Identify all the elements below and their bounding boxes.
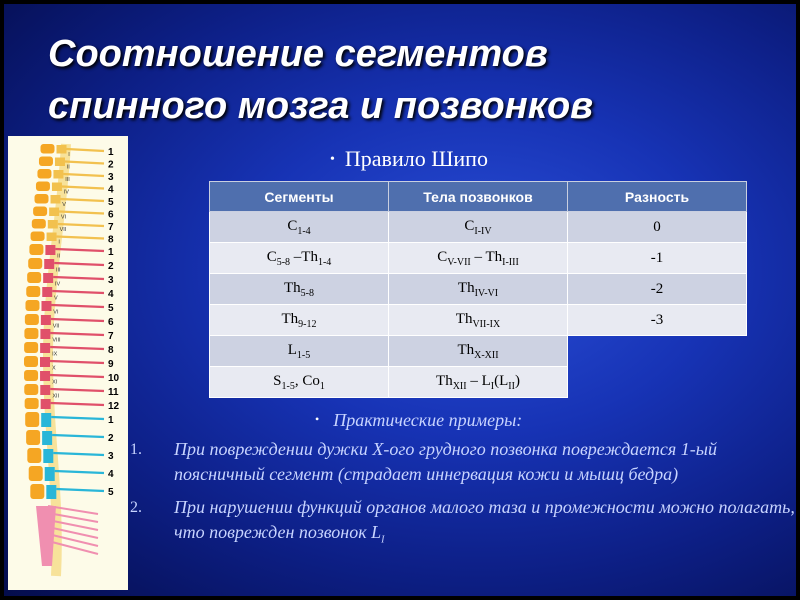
cell-text: – Th (470, 248, 503, 265)
cell-vertebrae (389, 243, 568, 274)
vertebra-numeral: III (65, 177, 70, 183)
spine-diagram (8, 136, 128, 590)
segment-number: 8 (108, 234, 114, 246)
cell-text: , Co (294, 372, 320, 389)
vertebra-body (25, 398, 39, 409)
vertebra-body (29, 244, 43, 255)
table-row (210, 336, 747, 367)
vertebra-body (35, 194, 49, 204)
vertebra-body (30, 484, 44, 499)
cord-segment (41, 413, 51, 427)
vertebra-body (28, 258, 42, 269)
vertebra-numeral: II (57, 253, 61, 260)
example-text-sub: I (381, 534, 385, 546)
cord-segment (43, 273, 53, 283)
segment-number: 1 (108, 247, 114, 258)
cell-subscript: II (508, 380, 515, 392)
vertebra-body (24, 342, 38, 353)
cell-segments (210, 243, 389, 274)
cell-text: S (273, 372, 282, 389)
cord-segment (41, 399, 51, 409)
spinal-nerve (65, 162, 104, 164)
segment-number: 4 (108, 184, 114, 196)
rule-text: Правило Шипо (344, 146, 488, 171)
segment-number: 7 (108, 222, 114, 233)
segment-number: 3 (108, 275, 114, 286)
cord-segment (57, 145, 67, 154)
cell-text: L (287, 341, 297, 358)
cell-text: C (464, 217, 475, 234)
spinal-nerve (67, 149, 104, 151)
cell-text: C (437, 248, 448, 265)
cell-vertebrae (389, 305, 568, 336)
vertebra-body (26, 430, 40, 445)
cell-vertebrae (389, 212, 568, 243)
example-item-2 (130, 495, 798, 553)
cell-text: –Th (290, 248, 318, 265)
vertebra-numeral: X (52, 365, 56, 372)
cell-text: Th (436, 372, 453, 389)
spinal-nerve (56, 489, 104, 491)
cell-subscript: V-VII (447, 256, 471, 268)
spinal-nerve (55, 471, 104, 473)
cell-subscript: 1-4 (317, 256, 332, 268)
segment-number: 2 (108, 159, 114, 171)
table-row (210, 367, 747, 398)
spinal-nerve (50, 375, 104, 377)
cord-segment (40, 385, 50, 395)
vertebra-body (24, 356, 38, 367)
spinal-nerve (50, 347, 104, 349)
vertebra-numeral: V (54, 295, 58, 302)
spinal-nerve (61, 199, 104, 201)
spinal-nerve (50, 361, 104, 363)
table-row (210, 305, 747, 336)
title-line-2: спинного мозга и позвонков (48, 85, 594, 127)
cell-text: ) (514, 372, 520, 389)
cord-segment (40, 343, 50, 353)
vertebra-numeral: VII (52, 323, 60, 330)
cord-segment (44, 259, 54, 269)
segment-number: 5 (108, 303, 114, 314)
segment-number: 7 (108, 331, 114, 342)
vertebra-body (39, 157, 53, 167)
spinal-nerve (51, 403, 104, 405)
vertebra-numeral: III (55, 267, 61, 274)
cord-segment (45, 467, 55, 481)
example-text-body: При нарушении функций органов малого таза и промежности можно полагать, что поврежден позвонок L (174, 497, 795, 542)
bullet-icon: • (330, 152, 335, 167)
cord-segment (41, 301, 51, 311)
cell-vertebrae (389, 367, 568, 398)
vertebra-body (25, 412, 39, 427)
vertebra-body (33, 207, 47, 217)
cell-subscript: IV-VI (474, 287, 499, 299)
spinal-nerve (63, 174, 104, 176)
cell-text: C (287, 217, 298, 234)
vertebra-numeral: IX (52, 351, 58, 358)
example-item-1 (130, 437, 798, 487)
cell-vertebrae (389, 274, 568, 305)
vertebra-body (24, 384, 38, 395)
vertebra-body (25, 314, 39, 325)
table-body (210, 212, 747, 398)
example-number: 2. (130, 499, 142, 516)
cell-difference (568, 336, 747, 367)
vertebra-numeral: II (66, 164, 70, 171)
cell-text: (L (494, 372, 509, 389)
cell-subscript: 1 (319, 380, 325, 392)
cell-difference: 0 (568, 212, 747, 243)
cell-subscript: I (490, 380, 495, 392)
cord-segment (45, 245, 55, 255)
segment-number: 3 (108, 451, 114, 462)
cell-difference: -1 (568, 243, 747, 274)
cord-segment (52, 183, 62, 192)
cell-subscript: 1-5 (281, 380, 295, 392)
vertebra-body (32, 219, 46, 229)
vertebra-numeral: I (68, 152, 70, 158)
vertebra-body (24, 370, 38, 381)
spinal-nerve (52, 435, 104, 437)
cord-segment (43, 449, 53, 463)
spinal-nerve (55, 249, 104, 251)
segment-number: 2 (108, 433, 114, 444)
segment-number: 8 (108, 345, 114, 356)
segment-number: 4 (108, 469, 114, 480)
bullet-icon: • (315, 412, 320, 426)
cell-subscript: X-XII (474, 349, 499, 361)
vertebra-body (24, 328, 38, 339)
vertebra-body (27, 448, 41, 463)
spinal-nerve (54, 263, 104, 265)
practical-examples (130, 410, 798, 561)
cell-difference: -2 (568, 274, 747, 305)
vertebra-numeral: IV (54, 281, 61, 288)
vertebra-numeral: XI (52, 379, 58, 386)
cell-text: Th (283, 279, 301, 296)
cord-segment (46, 485, 56, 499)
vertebra-body (25, 300, 39, 311)
spinal-nerve (52, 291, 104, 293)
vertebra-numeral: V (62, 202, 66, 208)
vertebra-body (27, 272, 41, 283)
vertebra-body (37, 169, 51, 179)
cell-subscript: 5-8 (276, 256, 291, 268)
segment-number: 12 (108, 401, 120, 412)
vertebra-numeral: I (58, 239, 60, 246)
cell-subscript: VII-IX (472, 318, 501, 330)
spinal-nerve (57, 237, 104, 239)
segments-table (209, 181, 747, 398)
rule-subtitle (330, 146, 488, 172)
segment-number: 3 (108, 172, 114, 183)
vertebra-numeral: VI (53, 309, 59, 316)
table-row (210, 243, 747, 274)
vertebra-numeral: VI (60, 214, 67, 221)
cord-segment (40, 357, 50, 367)
vertebra-body (36, 182, 50, 192)
cord-segment (47, 233, 57, 242)
vertebra-numeral: IV (63, 189, 69, 196)
header-vertebrae: Тела позвонков (389, 182, 568, 212)
spinal-nerve (50, 333, 104, 335)
cell-subscript: I-III (502, 256, 519, 268)
segment-number: 5 (108, 487, 114, 498)
header-segments: Сегменты (210, 182, 389, 212)
cord-segment (40, 329, 50, 339)
examples-heading (315, 410, 798, 431)
cord-segment (51, 195, 61, 204)
cell-segments (210, 336, 389, 367)
cell-segments (210, 367, 389, 398)
table-row (210, 274, 747, 305)
cell-text: Th (281, 310, 299, 327)
spinal-nerve (51, 319, 104, 321)
segment-number: 5 (108, 197, 114, 208)
cell-subscript: 1-5 (296, 349, 311, 361)
cord-segment (55, 158, 65, 167)
cell-subscript: I-IV (474, 225, 492, 237)
segment-number: 1 (108, 147, 114, 158)
header-difference: Разность (568, 182, 747, 212)
cell-subscript: 1-4 (297, 225, 311, 237)
cell-subscript: XII (452, 380, 467, 392)
cell-segments (210, 305, 389, 336)
examples-heading-text: Практические примеры: (333, 410, 523, 430)
spinal-nerve (53, 453, 104, 455)
cord-segment (42, 431, 52, 445)
segments-table-container (209, 181, 747, 398)
table-row (210, 212, 747, 243)
spinal-nerve (59, 212, 104, 214)
segment-number: 10 (108, 373, 120, 384)
segment-number: 6 (108, 317, 114, 328)
segment-number: 4 (108, 289, 114, 300)
segment-number: 6 (108, 209, 114, 221)
title-line-1: Соотношение сегментов (48, 33, 548, 75)
vertebra-numeral: VIII (52, 337, 61, 344)
cell-vertebrae (389, 336, 568, 367)
spinal-nerve (62, 187, 104, 189)
cell-text: Th (457, 279, 475, 296)
vertebra-numeral: VII (59, 227, 67, 233)
cord-segment (40, 371, 50, 381)
cell-subscript: 5-8 (300, 287, 314, 299)
spinal-nerve (58, 224, 104, 226)
cell-text: C (266, 248, 277, 265)
cell-subscript: 9-12 (298, 318, 317, 330)
cell-text: – L (466, 372, 491, 389)
cord-segment (41, 315, 51, 325)
spinal-nerve (51, 417, 104, 419)
cell-segments (210, 274, 389, 305)
example-text (174, 495, 798, 553)
vertebra-numeral: XII (52, 393, 60, 400)
spinal-nerve (51, 305, 104, 307)
cell-text: Th (457, 341, 475, 358)
example-text: При повреждении дужки X-ого грудного позвонка повреждается 1-ый поясничный сегмент (страдает иннервация кожи и мышц бедра) (174, 439, 717, 484)
spine-illustration (8, 136, 128, 590)
cell-segments (210, 212, 389, 243)
vertebra-body (26, 286, 40, 297)
vertebra-body (31, 232, 45, 242)
spinal-nerve (53, 277, 104, 279)
slide-title (48, 28, 768, 132)
cell-text: Th (455, 310, 473, 327)
example-number: 1. (130, 441, 142, 458)
cord-segment (53, 170, 63, 179)
vertebra-body (29, 466, 43, 481)
segment-number: 1 (108, 415, 114, 426)
cell-difference (568, 367, 747, 398)
segment-number: 9 (108, 359, 114, 370)
table-header-row (210, 182, 747, 212)
cord-segment (48, 220, 58, 229)
spinal-nerve (50, 389, 104, 391)
segment-number: 11 (108, 387, 119, 398)
segment-number: 2 (108, 261, 114, 272)
vertebra-body (41, 144, 55, 154)
cord-segment (42, 287, 52, 297)
cell-difference: -3 (568, 305, 747, 336)
cord-segment (49, 208, 59, 217)
